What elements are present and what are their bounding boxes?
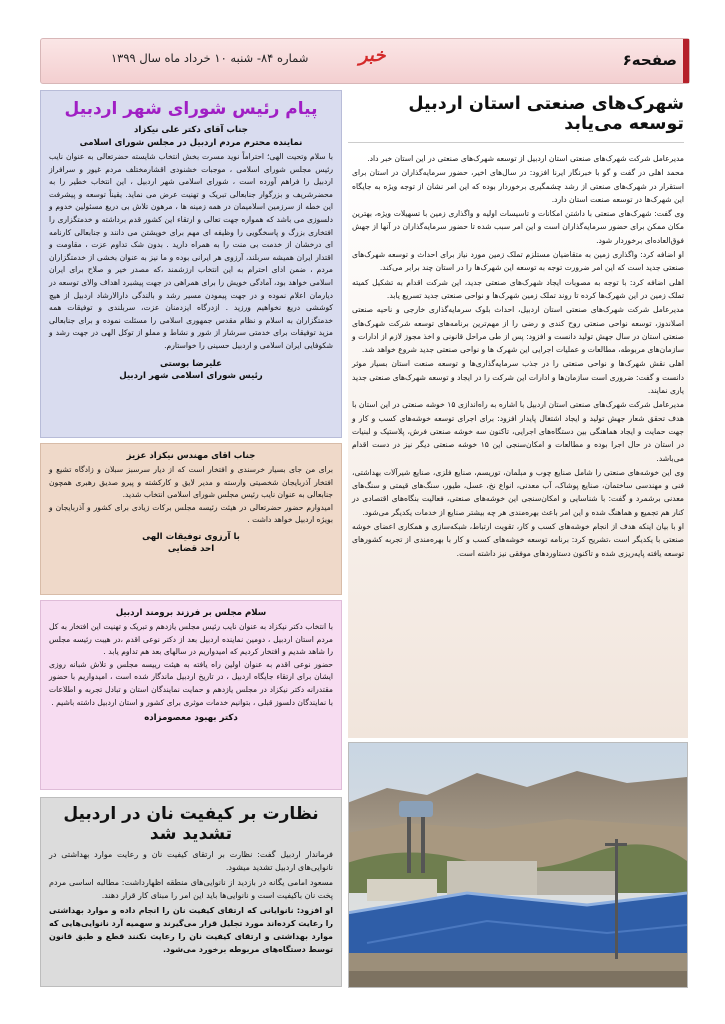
chairman-salutation-role: نماینده محترم مردم اردبیل در مجلس شورای اسلامی (79, 138, 303, 148)
masoumzadeh-signature: دکتر بهبود معصومزاده (144, 713, 238, 724)
bread-article-paragraph: مسعود امامی یگانه در بازدید از نانوایی‌های منطقه اظهارداشت: مطالبه اساسی مردم پخت نان باکیفیت است و نانوایی‌ها باید این امر را مبنای کار قرار دهند. (49, 878, 333, 900)
qazaei-signature: احد قضایی (167, 543, 215, 554)
chairman-signature-name: علیرضا بوستی (159, 358, 223, 369)
header-accent-bar (683, 39, 689, 83)
chairman-message-body: با سلام وتحیت الهی؛ احتراماً نوید مسرت بخش انتخاب شایسته حضرتعالی به عنوان نایب رئیس مجلس شورای اسلامی ، موجبات خشنودی اقشارمختلف مردم غیور و سرافراز اردبیل را فراهم آورده است ، شورای اسلامی شهر اردبیل ، این انتخاب خطیر را به محضرشریف و بزرگوار جنابعالی تبریک و تهنیت عرض می نماید. یقیناً توسعه و پیشرفت این خطه از سرزمین اسلامیمان در همه زمینه ها ، مرهون تلاش بی دریغ مسئولین خدوم و دلسوزی می باشد که همواره جهت تعالی و ارتقاء این کشور قدم برداشته و خدمتگزاری را افتخاری بزرگ و پاسخگویی را وظیفه ای مهم برای خویشتن می دانند و جنابعالی کارنامه ای درخشان از خدمت بی منت را به همراه دارید . بدون شک تداوم عزت ، مقاومت و اقتدار ایران همیشه سربلند، آرزوی هر ایرانی بوده و ما نیز به عنوان بخشی از خدمتگزاران مردم ، ضمن ادای احترام به این انتخاب ارزشمند ،که مصدر خیر و صلاح برای ایران اسلامی خواهد بود، آمادگی خویش را برای همراهی در جهت پیشبرد اهداف والای توسعه در دیارمان اعلام نموده و در جهت پیمودن مسیر رشد و بالندگی دارالارشاد اردبیل از هیچ کوششی دریغ نخواهیم ورزید . ازدرگاه ایزدمنان عزت، سربلندی و توفیقات همه خدمتگزاران به اسلام و نظام مقدس جمهوری اسلامی را مسئلت نموده و برای جنابعالی مزید توفیقات برای خدمتی سرشار از شور و نشاط و مملو از توکل الهی در جهت رشد و شکوفایی ایران اسلامی و اردبیل حسینی را خواستارم. (49, 152, 333, 350)
article-paragraph: اهلی نقش شهرک‌ها و نواحی صنعتی را در جذب سرمایه‌گذاری‌ها و توسعه صنعت استان بسیار موثر دانست و گفت: ضروری است سازمان‌ها و ادارات این شرکت را در ایجاد و توسعه شهرک‌های صنعتی جدید یاری نمایند. (352, 359, 684, 396)
qazaei-message-box (40, 443, 342, 595)
bread-article-paragraph: فرماندار اردبیل گفت: نظارت بر ارتقای کیفیت نان و رعایت موارد بهداشتی در نانوایی‌های اردبیل تشدید میشود. (49, 850, 333, 872)
bread-article-title: نظارت بر کیفیت نان در اردبیل تشدید شد (63, 804, 319, 844)
article-paragraph: او اضافه کرد: واگذاری زمین به متقاضیان مستلزم تملک زمین مورد نیاز برای احداث و توسعه شهرک‌های صنعتی جدید است که این امر ضرورت توجه به توسعه این شهرک‌ها را در استان چند برابر می‌کند. (352, 250, 684, 273)
chairman-message-title: پیام رئیس شورای شهر اردبیل (64, 99, 318, 119)
article-paragraph: اهلی اضافه کرد: با توجه به مصوبات ایجاد شهرک‌های صنعتی جدید، این شرکت اقدام به تشکیل کمیته تملک زمین در این شهرک‌ها کرده تا روند تملک زمین شهرک‌ها و نواحی صنعتی جدید تسریع یابد. (352, 277, 684, 300)
newspaper-logo: خبر (359, 45, 386, 66)
article-paragraph: محمد اهلی در گفت و گو با خبرنگار ایرنا افزود: در سال‌های اخیر، حضور سرمایه‌گذاران در استان برای استقرار در شهرک‌های صنعتی از رشد چشمگیری برخوردار بوده که این امر نشان از توجه ویژه به جایگاه این شهرک‌ها در توسعه صنعت استان دارد. (352, 168, 684, 204)
article-paragraph: مدیرعامل شرکت شهرک‌های صنعتی استان اردبیل از توسعه شهرک‌های صنعتی در این استان خبر داد. (367, 154, 684, 163)
masoumzadeh-message-body: با انتخاب دکتر نیکزاد به عنوان نایب رئیس مجلس یازدهم و تبریک و تهنیت این افتخار به کل مردم استان اردبیل ، دومین نماینده اردبیل بعد از دکتر نوعی اقدم ،در هیبت رئیسه مجلس را شاهد شدیم و افتخار کردیم که امیدواریم در سالهای بعد هم تداوم یابد . حضور نوعی اقدم به عنوان اولین راه یافته به هیئت رییسه مجلس و تلاش شبانه روزی ایشان برای ارتقاء جایگاه اردبیل ، در تاریخ اردبیل ماندگار شده است ، امیدواریم با حضور مقتدرانه دکتر نیکزاد در مجلس یازدهم و حمایت نمایندگان استان و تبادل تجربه و اطلاعات با نمایندگان دلسوز قبلی ، بتوانیم خدمات موثری برای کشور و استان اردبیل داشته باشیم . (49, 622, 333, 707)
article-paragraph: او با بیان اینکه هدف از انجام خوشه‌های کسب و کار، تقویت ارتباط، شبکه‌سازی و همکاری اعضای خوشه صنعتی با یکدیگر است ،تشریح کرد: برنامه توسعه خوشه‌های کسب و کار با بهره‌مندی از تجربه کشورهای توسعه یافته پایه‌ریزی شده و تاکنون دستاوردهای موفقی نیز داشته است. (352, 522, 684, 558)
article-paragraph: مدیرعامل شرکت شهرک‌های صنعتی استان اردبیل با اشاره به راه‌اندازی ۱۵ خوشه صنعتی در این استان با هدف تحقق شعار جهش تولید و ایجاد اشتغال پایدار افزود: برای اجرای توسعه خوشه‌های کسب و کار و جهت حمایت و ایجاد هماهنگی بین دستگاه‌های اجرایی، تاکنون سه خوشه صنعتی فرش، پلاستیک و لبنیات در استان در حال اجرا بوده و مطالعات و امکان‌سنجی این ۱۵ خوشه صنعتی دیگر نیز در دست اقدام می‌باشد. (352, 400, 684, 463)
masoumzadeh-salutation: سلام مجلس بر فرزند برومند اردبیل (115, 608, 267, 618)
chairman-salutation-name: جناب آقای دکتر علی نیکزاد (134, 125, 248, 135)
issue-info: شماره ۸۴- شنبه ۱۰ خرداد ماه سال ۱۳۹۹ (111, 51, 309, 65)
industrial-article-body (348, 150, 688, 738)
industrial-article-title: شهرک‌های صنعتی استان اردبیل توسعه می‌یابد (348, 94, 684, 143)
chairman-signature-title: رئیس شورای اسلامی شهر اردبیل (119, 370, 263, 381)
page-header (40, 38, 690, 84)
chairman-message-box (40, 90, 342, 438)
industrial-town-photo (348, 742, 688, 988)
industrial-article-header (348, 90, 688, 151)
article-paragraph: وی این خوشه‌های صنعتی را شامل صنایع چوب و مبلمان، توریسم، صنایع فلزی، صنایع شیرآلات بهداشتی، فنی و مهندسی ساختمان، صنایع پوشاک، آب معدنی، انواع نخ، عسل، طیور، سنگ‌های قیمتی و سنگ‌های معدنی برشمرد و گفت: با شناسایی و امکان‌سنجی این خوشه‌های صنعتی، فعالیت بنگاه‌های اقتصادی در کنار هم تجمیع و هماهنگ شده و این امر باعث بهره‌مندی هر چه بیشتر صنایع از خدمات یکدیگر می‌شود. (352, 467, 684, 517)
article-paragraph: مدیرعامل شرکت شهرک‌های صنعتی استان اردبیل، احداث بلوک سرمایه‌گذاری خارجی و ناحیه صنعتی اصلاندوز، توسعه نواحی صنعتی روح کندی و رضی را از مهم‌ترین برنامه‌های توسعه شرکت شهرک‌های صنعتی استان در سال جهش تولید دانست و افزود: پس از طی مراحل قانونی و اخذ مجوز لازم از ادارات و سازمان‌های مربوطه، مطالعات و عملیات اجرایی این شهرک ها و نواحی صنعتی جدید شروع خواهد شد. (352, 305, 684, 355)
qazaei-salutation: جناب اقای مهندس نیکزاد عزیز (126, 451, 256, 461)
bread-article-paragraph: او افزود: نانوایانی که ارتقای کیفیت نان را انجام داده و موارد بهداشتی را رعایت کرده‌اند مورد تجلیل قرار می‌گیرند و سهمیه آرد نانوایی‌هایی که موارد بهداشتی و ارتقای کیفیت نان را رعایت نکنند قطع و طبق قانون توسط دستگاه‌های مربوطه برخورد می‌شود. (49, 906, 333, 954)
page-number: صفحه۶ (622, 51, 677, 69)
industrial-landscape-image (348, 743, 687, 988)
article-paragraph: وی گفت: شهرک‌های صنعتی با داشتن امکانات و تاسیسات اولیه و واگذاری زمین با تسهیلات ویژه، بهترین مکان ممکن برای حضور سرمایه‌گذاران است و این امر سبب شده تا حضور سرمایه‌گذاران در آنها از جهش فوق‌العاده‌ای برخوردار شود. (352, 209, 684, 245)
qazaei-closing: با آرزوی توفیقات الهی (142, 531, 240, 542)
masoumzadeh-message-box (40, 600, 342, 790)
bread-quality-article (40, 797, 342, 987)
qazaei-message-body: برای من جای بسیار خرسندی و افتخار است که از دیار سرسبز سبلان و زادگاه تشیع و افتخار آذربایجان شخصیتی وارسته و مدیر لایق و کارکشته و پیرو صدیق رهبری همچون جنابعالی به عنوان نایب رئیس مجلس شورای اسلامی انتخاب شدید. امیدوارم حضور حضرتعالی در هیئت رئیسه مجلس برکات زیادی برای کشور و آذربایجان و بویژه اردبیل خواهد داشت . (49, 465, 333, 525)
